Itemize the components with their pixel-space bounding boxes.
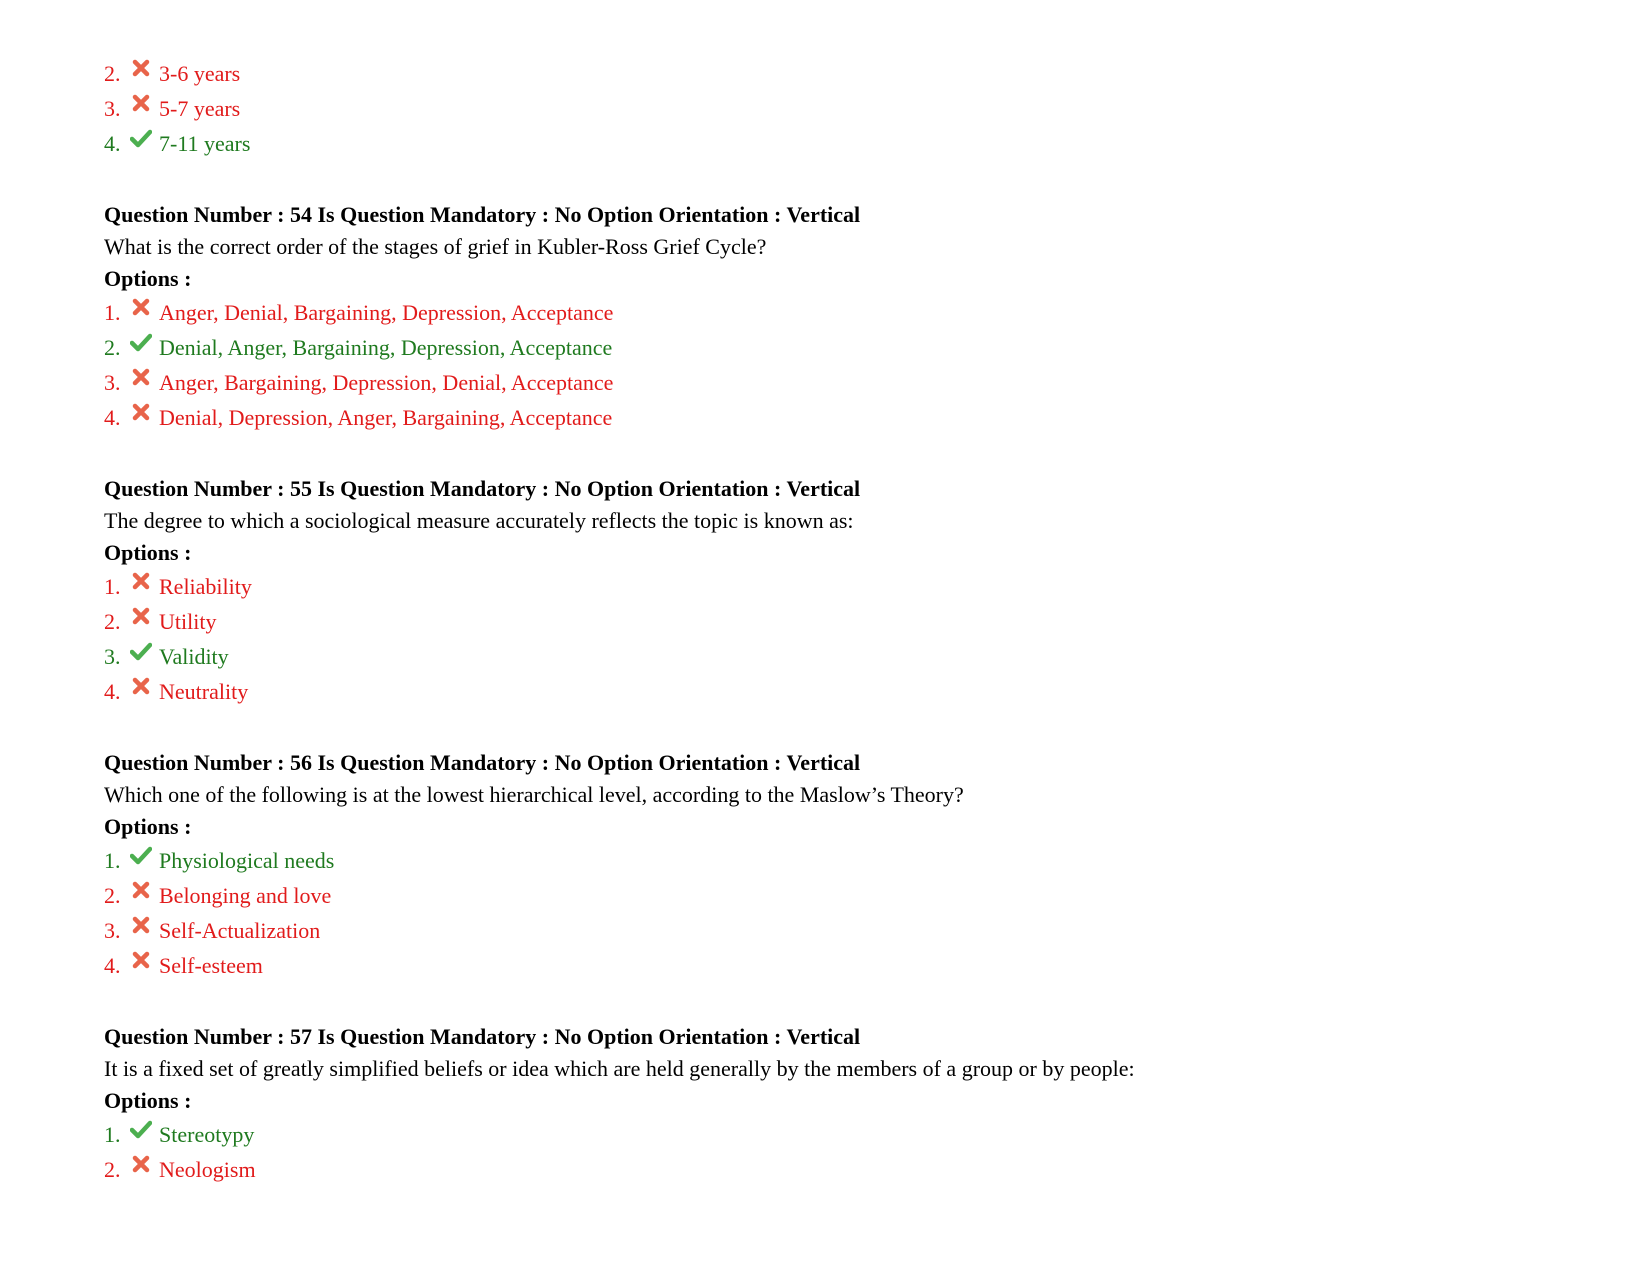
- question-block: [104, 473, 1604, 709]
- options-label: Options :: [104, 1088, 192, 1113]
- question-text: The degree to which a sociological measure accurately reflects the topic is known as:: [104, 508, 854, 533]
- option-text: Stereotypy: [159, 1122, 255, 1147]
- cross-icon: [130, 401, 152, 423]
- option-number: 1.: [104, 848, 121, 873]
- option-item: [104, 913, 1604, 948]
- cross-icon: [130, 605, 152, 627]
- cross-icon: [130, 92, 152, 114]
- cross-icon: [130, 949, 152, 971]
- option-number: 4.: [104, 679, 121, 704]
- option-text: Neologism: [159, 1157, 256, 1182]
- option-item: [104, 295, 1604, 330]
- option-text: Denial, Anger, Bargaining, Depression, Acceptance: [159, 335, 613, 360]
- option-item: [104, 1117, 1604, 1152]
- question-block: [104, 199, 1604, 435]
- cross-icon: [130, 914, 152, 936]
- check-icon: [130, 640, 152, 662]
- options-label: Options :: [104, 540, 192, 565]
- cross-icon: [130, 296, 152, 318]
- check-icon: [130, 127, 152, 149]
- option-text: 3-6 years: [159, 61, 241, 86]
- option-number: 3.: [104, 918, 121, 943]
- cross-icon: [130, 570, 152, 592]
- question-header: Question Number : 56 Is Question Mandatory : No Option Orientation : Vertical: [104, 750, 861, 775]
- check-icon: [130, 331, 152, 353]
- cross-icon: [130, 366, 152, 388]
- option-item: [104, 843, 1604, 878]
- option-item: [104, 878, 1604, 913]
- option-number: 4.: [104, 405, 121, 430]
- option-text: Self-esteem: [159, 953, 263, 978]
- option-number: 1.: [104, 300, 121, 325]
- question-text: It is a fixed set of greatly simplified beliefs or idea which are held generally by the members of a group or by people:: [104, 1056, 1135, 1081]
- option-text: Utility: [159, 609, 217, 634]
- question-header: Question Number : 55 Is Question Mandatory : No Option Orientation : Vertical: [104, 476, 861, 501]
- option-number: 2.: [104, 883, 121, 908]
- option-text: Belonging and love: [159, 883, 332, 908]
- option-item: [104, 126, 1604, 161]
- check-icon: [130, 844, 152, 866]
- option-item: [104, 400, 1604, 435]
- option-item: [104, 948, 1604, 983]
- option-text: Anger, Bargaining, Depression, Denial, Acceptance: [159, 370, 614, 395]
- option-number: 3.: [104, 96, 121, 121]
- question-paper: [104, 56, 1604, 1187]
- options-label: Options :: [104, 266, 192, 291]
- option-item: [104, 56, 1604, 91]
- option-number: 4.: [104, 953, 121, 978]
- cross-icon: [130, 675, 152, 697]
- option-number: 2.: [104, 609, 121, 634]
- option-number: 3.: [104, 644, 121, 669]
- option-number: 4.: [104, 131, 121, 156]
- option-text: Physiological needs: [159, 848, 335, 873]
- option-text: Validity: [159, 644, 229, 669]
- option-item: [104, 1152, 1604, 1187]
- question-text: Which one of the following is at the lowest hierarchical level, according to the Maslow’s Theory?: [104, 782, 964, 807]
- previous-question-options: [104, 56, 1604, 161]
- cross-icon: [130, 1153, 152, 1175]
- option-item: [104, 604, 1604, 639]
- question-block: [104, 1021, 1604, 1187]
- option-number: 3.: [104, 370, 121, 395]
- option-text: 5-7 years: [159, 96, 241, 121]
- question-text: What is the correct order of the stages of grief in Kubler-Ross Grief Cycle?: [104, 234, 767, 259]
- option-number: 2.: [104, 61, 121, 86]
- option-text: Self-Actualization: [159, 918, 321, 943]
- option-item: [104, 674, 1604, 709]
- cross-icon: [130, 57, 152, 79]
- option-number: 2.: [104, 1157, 121, 1182]
- option-item: [104, 330, 1604, 365]
- check-icon: [130, 1118, 152, 1140]
- option-number: 1.: [104, 1122, 121, 1147]
- option-number: 1.: [104, 574, 121, 599]
- option-item: [104, 365, 1604, 400]
- question-block: [104, 747, 1604, 983]
- question-header: Question Number : 57 Is Question Mandatory : No Option Orientation : Vertical: [104, 1024, 861, 1049]
- options-label: Options :: [104, 814, 192, 839]
- option-text: Denial, Depression, Anger, Bargaining, Acceptance: [159, 405, 613, 430]
- option-text: Anger, Denial, Bargaining, Depression, Acceptance: [159, 300, 614, 325]
- option-text: Reliability: [159, 574, 252, 599]
- option-item: [104, 91, 1604, 126]
- question-header: Question Number : 54 Is Question Mandatory : No Option Orientation : Vertical: [104, 202, 861, 227]
- cross-icon: [130, 879, 152, 901]
- option-item: [104, 569, 1604, 604]
- option-text: Neutrality: [159, 679, 249, 704]
- option-number: 2.: [104, 335, 121, 360]
- option-item: [104, 639, 1604, 674]
- option-text: 7-11 years: [159, 131, 251, 156]
